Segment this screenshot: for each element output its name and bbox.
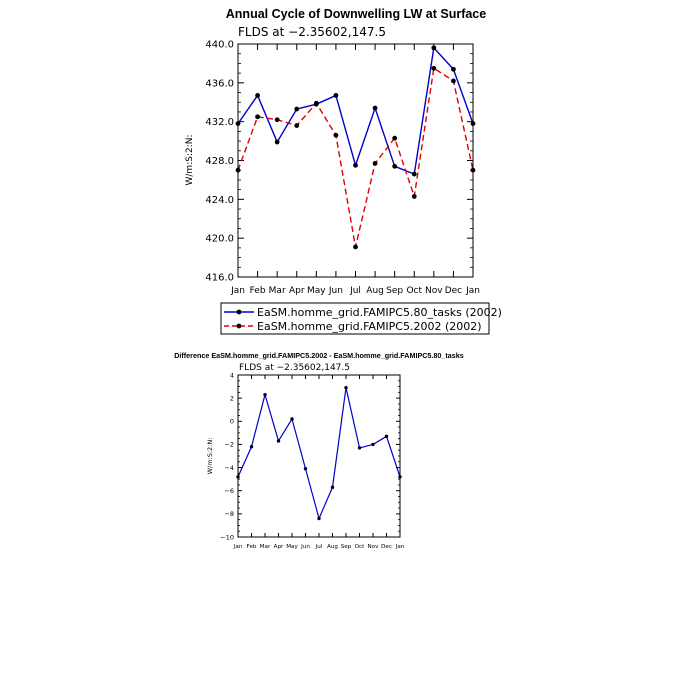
main-chart-tick-labels	[205, 40, 480, 297]
data-point-series-1	[353, 163, 358, 168]
data-point-series-1	[331, 486, 334, 489]
main-chart-subtitle: FLDS at −2.35602,147.5	[238, 25, 386, 39]
series-line-1	[238, 48, 473, 174]
data-point-series-1	[290, 417, 293, 420]
data-point-series-2	[451, 78, 456, 83]
difference-chart-series	[236, 386, 401, 520]
series-line-2	[238, 68, 473, 247]
data-point-series-2	[392, 136, 397, 141]
x-tick-label: Mar	[259, 544, 271, 550]
difference-chart-ticks	[238, 375, 400, 537]
data-point-series-2	[412, 194, 417, 199]
data-point-series-1	[317, 517, 320, 520]
x-tick-label: Jan	[233, 544, 243, 550]
x-tick-label: Jan	[395, 544, 405, 550]
main-chart-frame	[238, 44, 473, 277]
x-tick-label: Aug	[366, 286, 384, 296]
difference-chart	[174, 351, 464, 550]
x-tick-label: Oct	[354, 544, 365, 550]
main-chart-y-axis-label: W/m:S:2:N:	[185, 134, 195, 186]
x-tick-label: Jun	[328, 286, 343, 296]
x-tick-label: Nov	[425, 286, 443, 296]
data-point-series-2	[334, 133, 339, 138]
data-point-series-1	[373, 106, 378, 111]
y-tick-label: 0	[229, 417, 234, 426]
data-point-series-1	[255, 93, 260, 98]
y-tick-label: −6	[224, 486, 234, 495]
y-tick-label: 424.0	[205, 194, 234, 206]
x-tick-label: Sep	[386, 286, 404, 296]
data-point-series-1	[412, 172, 417, 177]
y-tick-label: 416.0	[205, 272, 234, 284]
legend-label-series-2: EaSM.homme_grid.FAMIPC5.2002 (2002)	[257, 320, 482, 333]
x-tick-label: Aug	[327, 544, 338, 550]
difference-chart-frame	[238, 375, 400, 537]
data-point-series-2	[431, 66, 436, 71]
data-point-series-1	[334, 93, 339, 98]
x-tick-label: May	[286, 544, 298, 550]
y-tick-label: −10	[220, 533, 234, 542]
y-tick-label: −2	[224, 440, 234, 449]
data-point-series-2	[275, 117, 280, 122]
data-point-series-1	[250, 445, 253, 448]
x-tick-label: Apr	[273, 544, 284, 550]
legend-marker-series-2	[237, 324, 242, 329]
data-point-series-1	[263, 393, 266, 396]
data-point-series-1	[344, 386, 347, 389]
x-tick-label: Jul	[315, 544, 323, 550]
legend-marker-series-1	[237, 310, 242, 315]
x-tick-label: Dec	[444, 286, 463, 296]
y-tick-label: 436.0	[205, 78, 234, 90]
main-chart-legend	[221, 303, 502, 334]
data-point-series-1	[451, 67, 456, 72]
y-tick-label: −8	[224, 510, 234, 519]
x-tick-label: Apr	[288, 286, 305, 296]
difference-chart-subtitle: FLDS at −2.35602,147.5	[239, 363, 350, 373]
series-line-1	[238, 388, 400, 519]
data-point-series-2	[314, 101, 319, 106]
main-chart-title: Annual Cycle of Downwelling LW at Surface	[225, 7, 487, 21]
main-chart	[185, 7, 502, 334]
x-tick-label: Jan	[466, 286, 480, 296]
x-tick-label: Jun	[301, 544, 310, 550]
difference-chart-y-axis-label: W/m:S:2:N:	[206, 437, 214, 475]
data-point-series-2	[294, 123, 299, 128]
data-point-series-1	[275, 140, 280, 145]
data-point-series-1	[392, 164, 397, 169]
y-tick-label: 428.0	[205, 156, 234, 167]
data-point-series-2	[373, 161, 378, 166]
data-point-series-1	[358, 446, 361, 449]
y-tick-label: 4	[229, 371, 234, 380]
x-tick-label: May	[307, 286, 326, 296]
x-tick-label: Jul	[350, 286, 361, 296]
x-tick-label: Mar	[268, 286, 286, 296]
data-point-series-1	[371, 443, 374, 446]
y-tick-label: 432.0	[205, 117, 234, 129]
y-tick-label: −4	[224, 463, 234, 472]
data-point-series-1	[294, 107, 299, 112]
x-tick-label: Sep	[340, 544, 352, 550]
data-point-series-1	[304, 467, 307, 470]
main-chart-ticks	[238, 44, 473, 277]
x-tick-label: Feb	[249, 286, 266, 296]
y-tick-label: 2	[229, 394, 234, 403]
data-point-series-1	[277, 439, 280, 442]
x-tick-label: Nov	[367, 544, 379, 550]
x-tick-label: Jan	[231, 286, 245, 296]
y-tick-label: 420.0	[205, 233, 234, 245]
x-tick-label: Feb	[246, 544, 257, 550]
x-tick-label: Dec	[381, 544, 392, 550]
data-point-series-1	[385, 435, 388, 438]
difference-chart-title: Difference EaSM.homme_grid.FAMIPC5.2002 - EaSM.homme_grid.FAMIPC5.80_tasks	[174, 351, 464, 360]
difference-chart-tick-labels	[220, 371, 404, 550]
x-tick-label: Oct	[406, 286, 423, 296]
data-point-series-2	[353, 245, 358, 250]
data-point-series-2	[255, 114, 260, 119]
legend-label-series-1: EaSM.homme_grid.FAMIPC5.80_tasks (2002)	[257, 306, 502, 319]
y-tick-label: 440.0	[205, 39, 234, 51]
main-chart-series	[236, 45, 476, 249]
data-point-series-1	[431, 45, 436, 50]
